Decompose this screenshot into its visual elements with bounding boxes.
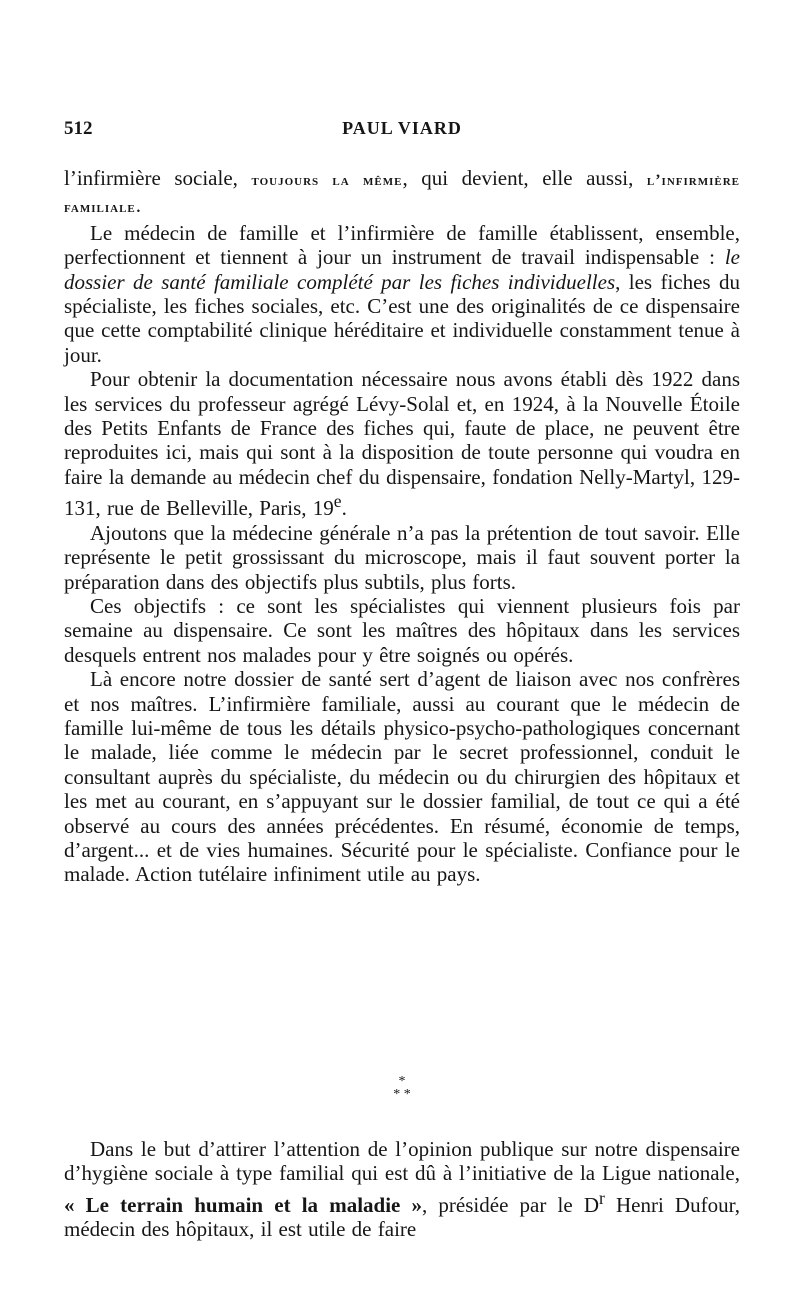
text-run: , les fiches du spécialiste, les fiches sociales, etc. C’est une des originalités de ce dispensaire que cette comptabilité clinique héréditaire et individuelle constamment tenue à jour. [64, 269, 740, 367]
text-run: , présidée par le D [422, 1192, 599, 1217]
page-number: 512 [64, 118, 93, 139]
text-run: Dans le but d’attirer l’attention de l’opinion publique sur notre dispensaire d’hygiène sociale à type familial qui est dû à l’initiative de la Ligue nationale, [64, 1137, 740, 1186]
paragraph-1 [64, 166, 740, 221]
bold-quote: « Le terrain humain et la maladie » [64, 1192, 423, 1217]
paragraph-2 [64, 221, 740, 367]
paragraph-7 [64, 1137, 740, 1242]
asterism-top: * [398, 1074, 406, 1089]
body-text [64, 166, 740, 887]
paragraph-5: Ces objectifs : ce sont les spécialistes qui viennent plusieurs fois par semaine au dispensaire. Ce sont les maîtres des hôpitaux dans les services desquels entrent nos malades pour y être soignés ou opérés. [64, 593, 740, 667]
text-run: . [341, 496, 347, 521]
text-run: , qui devient, elle aussi, [402, 166, 647, 190]
paragraph-3 [64, 367, 740, 520]
italic-phrase: le dossier de santé familiale complété par les fiches individuelles [64, 245, 740, 294]
text-run: . [135, 193, 141, 218]
body-text-continued [64, 1137, 740, 1242]
paragraph-6: Là encore notre dossier de santé sert d’agent de liaison avec nos confrères et nos maîtres. L’infirmière familiale, aussi au courant que le médecin de famille lui-même de tous les détails physico-psycho-pathologiques concernant le malade, liée comme le médecin par le secret professionnel, conduit le consultant auprès du spécialiste, du médecin ou du chirurgien des hôpitaux et les met au courant, en s’appuyant sur le dossier familial, de tout ce qui a été observé au cours des années précédentes. En résumé, économie de temps, d’argent... et de vies humaines. Sécurité pour le spécialiste. Confiance pour le malade. Action tutélaire infiniment utile au pays. [64, 667, 740, 887]
paragraph-4: Ajoutons que la médecine générale n’a pas la prétention de tout savoir. Elle représente le petit grossissant du microscope, mais il faut souvent porter la préparation dans des objectifs plus subtils, plus forts. [64, 520, 740, 594]
text-run: l’infirmière sociale, [64, 166, 252, 190]
page-header [64, 118, 740, 148]
small-caps-phrase: l’infirmière familiale [64, 172, 741, 217]
section-separator-asterism [64, 1075, 740, 1101]
text-run: Le médecin de famille et l’infirmière de famille établissent, ensemble, perfectionnent et tiennent à jour un instrument de travail indispensable : [64, 220, 740, 270]
running-head: PAUL VIARD [342, 118, 462, 138]
small-caps-phrase: toujours la même [251, 172, 403, 189]
text-run: Henri Dufour, médecin des hôpitaux, il est utile de faire [64, 1192, 740, 1242]
asterism-bottom: * * [393, 1087, 411, 1102]
superscript: e [333, 491, 342, 512]
text-run: Pour obtenir la documentation nécessaire nous avons établi dès 1922 dans les services du professeur agrégé Lévy-Solal et, en 1924, à la Nouvelle Étoile des Petits Enfants de France des fiches qui, faute de place, ne peuvent être reproduites ici, mais qui sont à la disposition de toute personne qui voudra en faire la demande au médecin chef du dispensaire, fondation Nelly-Martyl, 129-131, rue de Belleville, Paris, 19 [64, 367, 740, 521]
superscript: r [598, 1187, 605, 1208]
